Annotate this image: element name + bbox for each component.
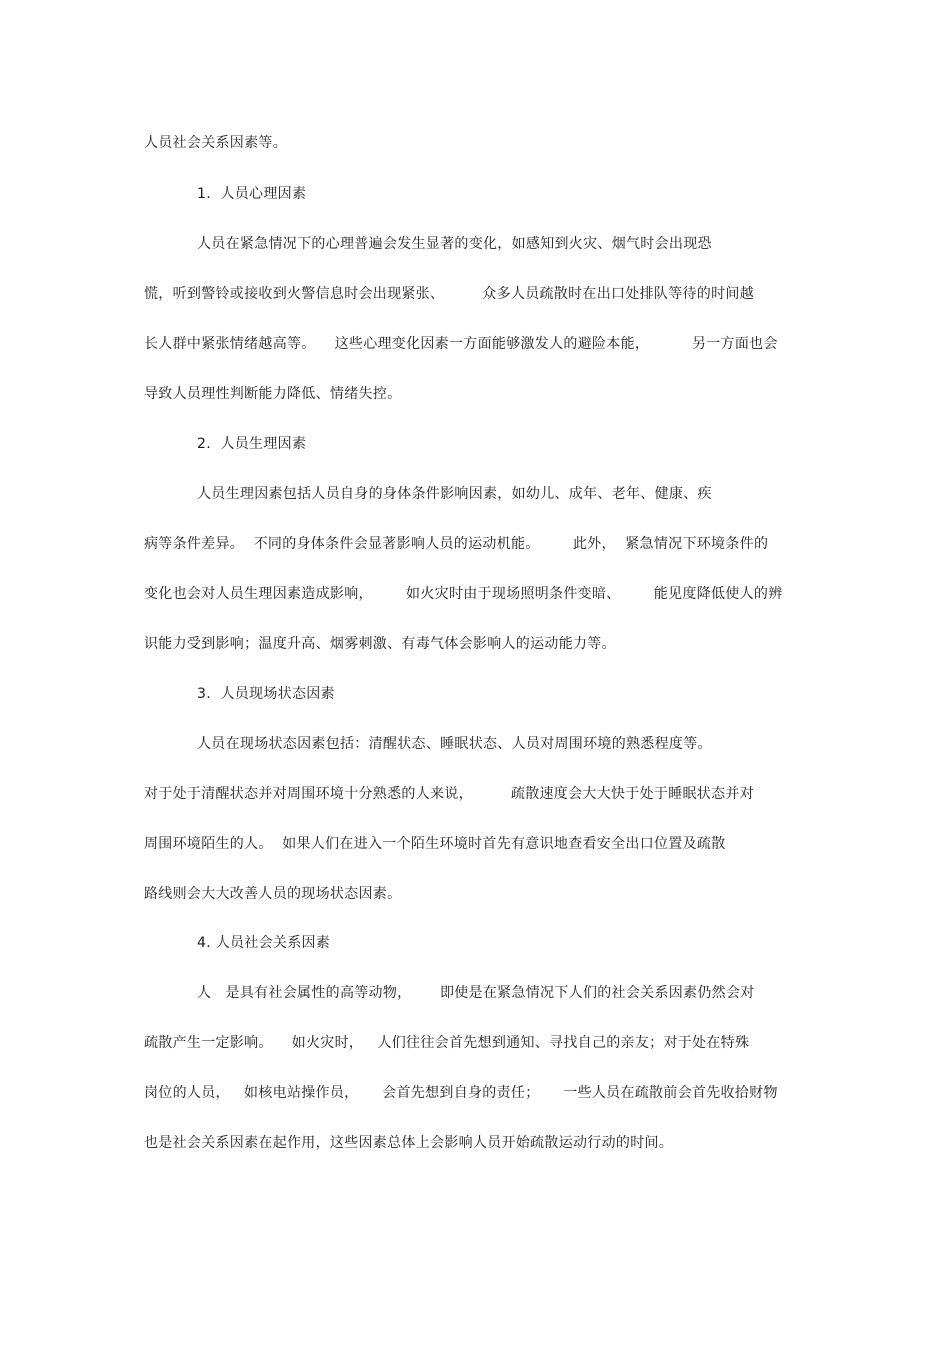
text-line: 岗位的人员， 如核电站操作员， 会首先想到自身的责任； 一些人员在疏散前会首先收拾财物 — [144, 1085, 778, 1101]
text-line: 人员生理因素包括人员自身的身体条件影响因素，如幼儿、成年、老年、健康、疾 — [197, 486, 712, 502]
text-line: 人员在现场状态因素包括：清醒状态、睡眠状态、人员对周围环境的熟悉程度等。 — [197, 736, 712, 752]
text-line: 也是社会关系因素在起作用，这些因素总体上会影响人员开始疏散运动行动的时间。 — [144, 1135, 674, 1151]
text-line: 导致人员理性判断能力降低、情绪失控。 — [144, 386, 402, 402]
text-line: 慌，听到警铃或接收到火警信息时会出现紧张、 众多人员疏散时在出口处排队等待的时间越 — [144, 286, 754, 302]
text-line: 长人群中紧张情绪越高等。 这些心理变化因素一方面能够激发人的避险本能， 另一方面也会 — [144, 336, 778, 352]
text-line: 病等条件差异。 不同的身体条件会显著影响人员的运动机能。 此外， 紧急情况下环境条件的 — [144, 536, 769, 552]
text-line: 路线则会大大改善人员的现场状态因素。 — [144, 886, 402, 902]
text-line: 对于处于清醒状态并对周围环境十分熟悉的人来说， 疏散速度会大大快于处于睡眠状态并对 — [144, 786, 754, 802]
text-line: 变化也会对人员生理因素造成影响， 如火灾时由于现场照明条件变暗、 能见度降低使人的辨 — [144, 586, 783, 602]
text-line: 人员社会关系因素等。 — [144, 135, 287, 151]
section-heading: 1. 人员心理因素 — [197, 186, 307, 202]
text-line: 人 是具有社会属性的高等动物， 即使是在紧急情况下人们的社会关系因素仍然会对 — [197, 985, 755, 1001]
text-line: 识能力受到影响；温度升高、烟雾刺激、有毒气体会影响人的运动能力等。 — [144, 636, 616, 652]
section-heading: 4. 人员社会关系因素 — [197, 935, 331, 951]
text-line: 人员在紧急情况下的心理普遍会发生显著的变化，如感知到火灾、烟气时会出现恐 — [197, 236, 712, 252]
section-heading: 2. 人员生理因素 — [197, 436, 307, 452]
text-line: 周围环境陌生的人。 如果人们在进入一个陌生环境时首先有意识地查看安全出口位置及疏散 — [144, 836, 726, 852]
section-heading: 3. 人员现场状态因素 — [197, 686, 335, 702]
text-line: 疏散产生一定影响。 如火灾时， 人们往往会首先想到通知、寻找自己的亲友；对于处在特殊 — [144, 1035, 750, 1051]
